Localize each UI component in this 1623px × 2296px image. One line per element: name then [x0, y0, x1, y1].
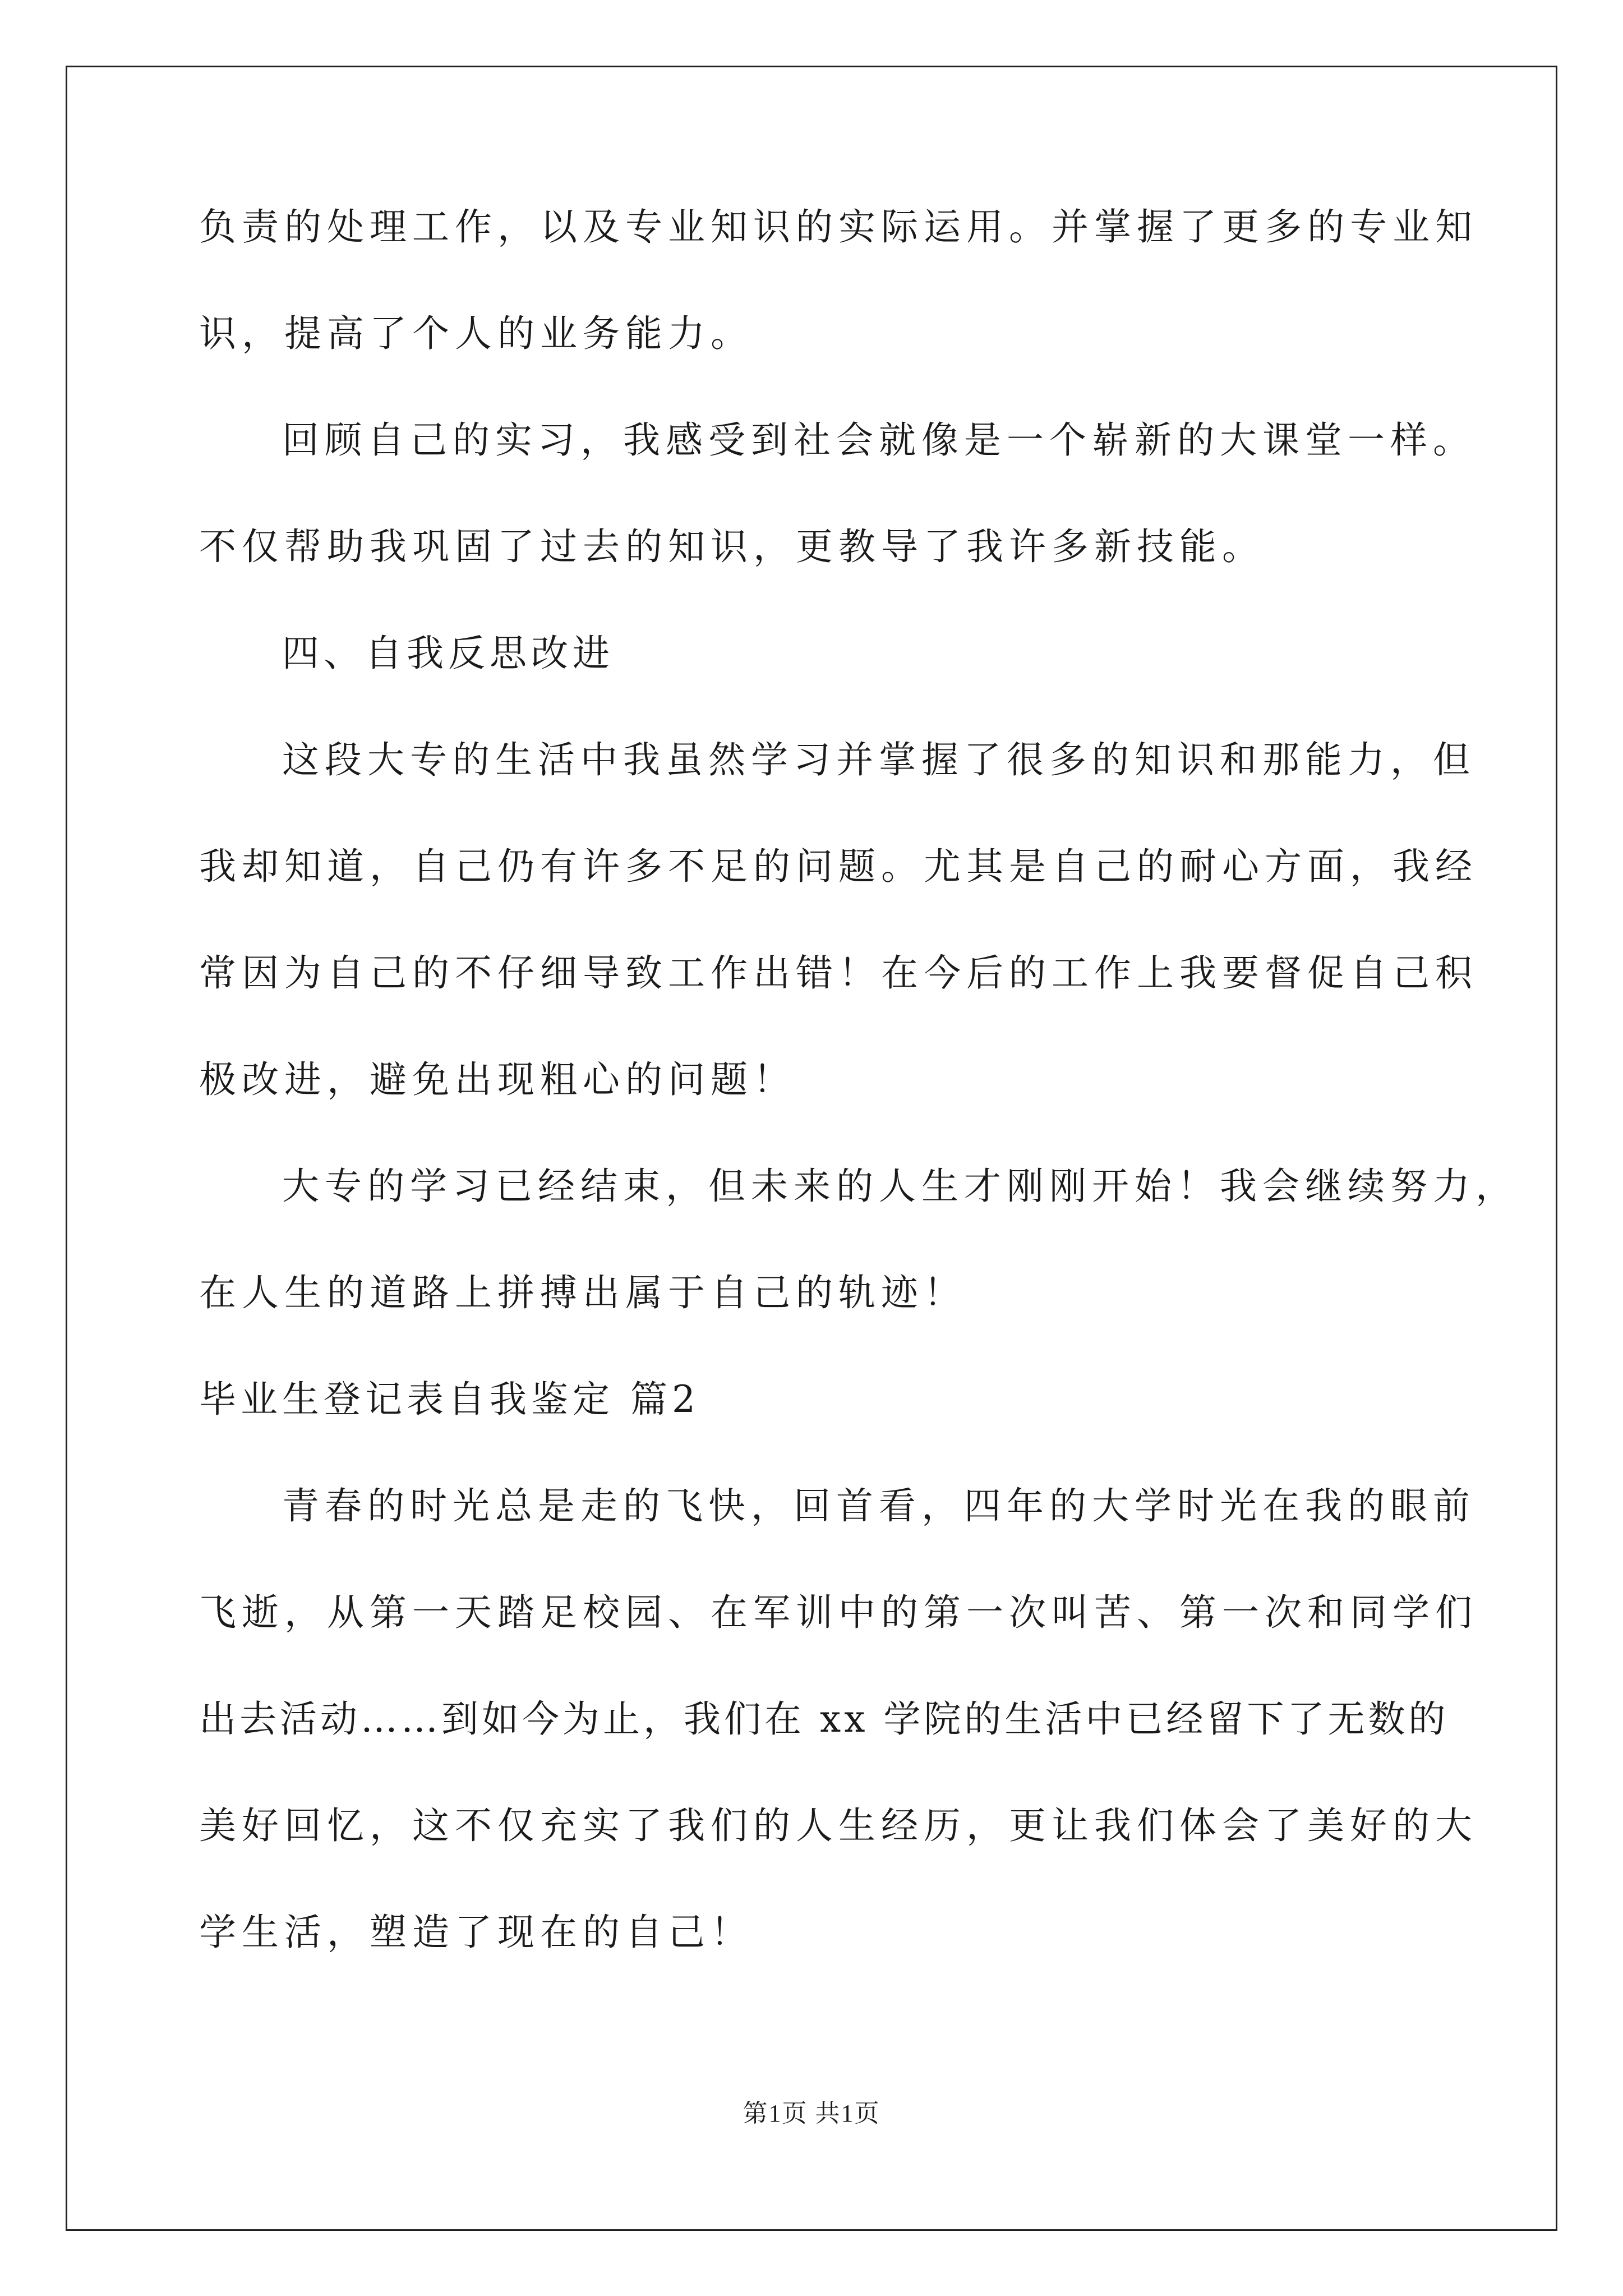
text-line: 常因为自己的不仔细导致工作出错！在今后的工作上我要督促自己积 [199, 951, 1478, 995]
page-border [66, 66, 1557, 2231]
text-line: 不仅帮助我巩固了过去的知识，更教导了我许多新技能。 [199, 525, 1265, 568]
text-line: 这段大专的生活中我虽然学习并掌握了很多的知识和那能力，但 [282, 738, 1476, 781]
text-line: 回顾自己的实习，我感受到社会就像是一个崭新的大课堂一样。 [282, 418, 1476, 462]
page-footer: 第1页 共1页 [743, 2100, 880, 2127]
text-line: 在人生的道路上拼搏出属于自己的轨迹！ [199, 1271, 966, 1314]
section-heading: 四、自我反思改进 [282, 632, 614, 675]
text-line: 美好回忆，这不仅充实了我们的人生经历，更让我们体会了美好的大 [199, 1804, 1478, 1847]
text-line: 出去活动……到如今为止，我们在 xx 学院的生活中已经留下了无数的 [199, 1697, 1449, 1741]
text-line: 青春的时光总是走的飞快，回首看，四年的大学时光在我的眼前 [282, 1484, 1476, 1527]
text-line: 我却知道，自己仍有许多不足的问题。尤其是自己的耐心方面，我经 [199, 845, 1478, 888]
text-line: 大专的学习已经结束，但未来的人生才刚刚开始！我会继续努力， [282, 1165, 1518, 1208]
text-line: 识，提高了个人的业务能力。 [199, 312, 753, 355]
text-line: 飞逝，从第一天踏足校园、在军训中的第一次叫苦、第一次和同学们 [199, 1591, 1478, 1634]
text-line: 负责的处理工作，以及专业知识的实际运用。并掌握了更多的专业知 [199, 205, 1478, 249]
article-title: 毕业生登记表自我鉴定 篇2 [199, 1378, 700, 1421]
text-line: 极改进，避免出现粗心的问题！ [199, 1058, 796, 1101]
text-line: 学生活，塑造了现在的自己！ [199, 1911, 753, 1954]
